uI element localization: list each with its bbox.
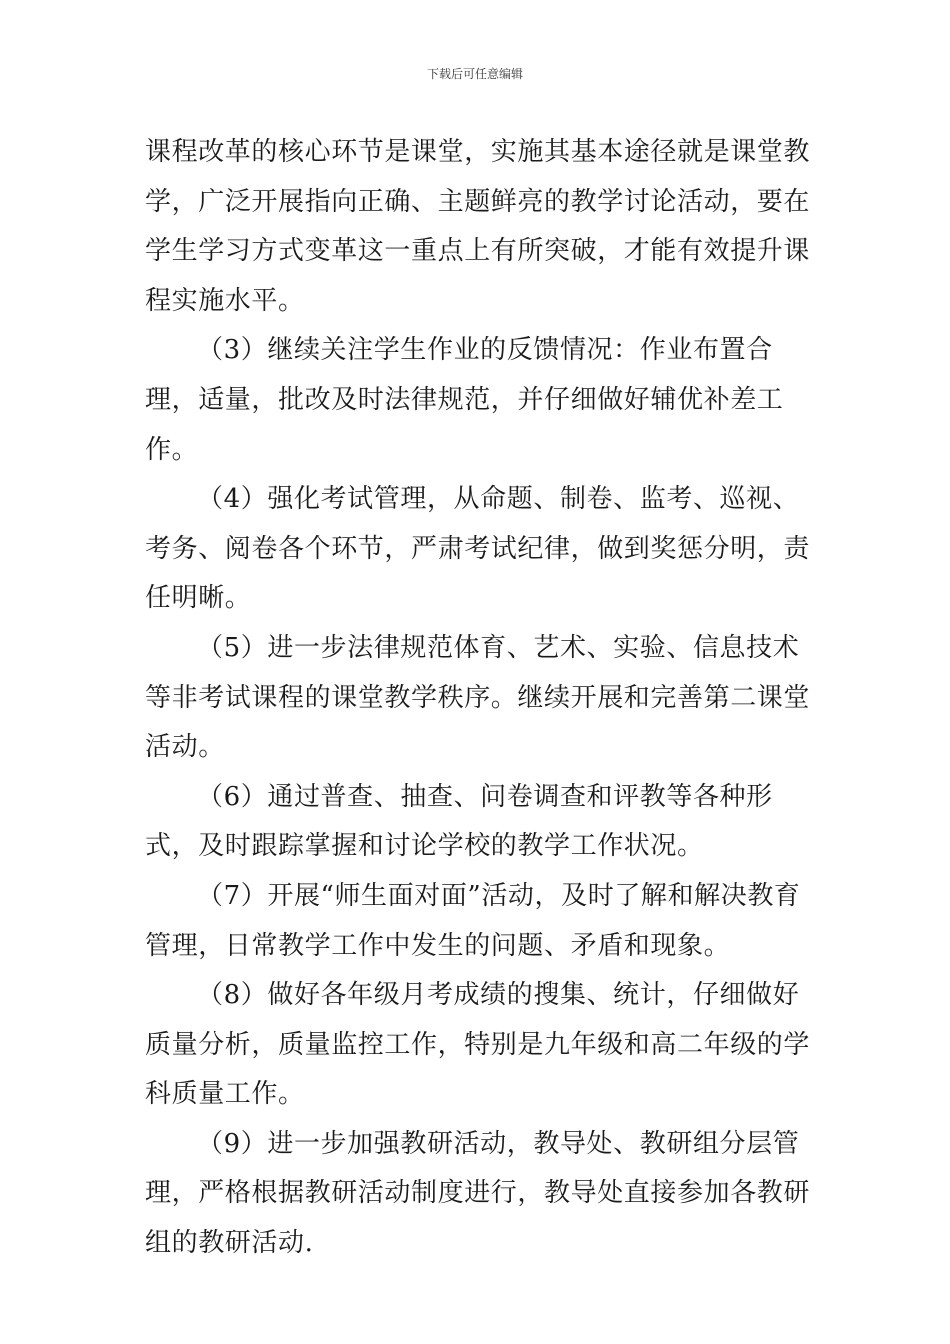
page-header: 下载后可任意编辑	[426, 67, 523, 81]
paragraph-1: 课程改革的核心环节是课堂，实施其基本途径就是课堂教学，广泛开展指向正确、主题鲜亮的教学讨论活动，要在学生学习方式变革这一重点上有所突破，才能有效提升课程实施水平。	[145, 137, 811, 316]
paragraph-8: （9）进一步加强教研活动，教导处、教研组分层管理，严格根据教研活动制度进行，教导处直接参加各教研组的教研活动.	[145, 1128, 811, 1259]
paragraph-2: （3）继续关注学生作业的反馈情况：作业布置合理，适量，批改及时法律规范，并仔细做好辅优补差工作。	[145, 335, 784, 465]
paragraph-5: （6）通过普查、抽查、问卷调查和评教等各种形式，及时跟踪掌握和讨论学校的教学工作状况。	[145, 781, 773, 862]
paragraph-6: （7）开展“师生面对面”活动，及时了解和解决教育管理，日常教学工作中发生的问题、矛盾和现象。	[145, 880, 801, 961]
paragraph-7: （8）做好各年级月考成绩的搜集、统计，仔细做好质量分析，质量监控工作，特别是九年级和高二年级的学科质量工作。	[145, 980, 811, 1110]
paragraph-4: （5）进一步法律规范体育、艺术、实验、信息技术等非考试课程的课堂教学秩序。继续开展和完善第二课堂活动。	[145, 632, 811, 763]
document-body	[145, 128, 810, 1269]
paragraph-3: （4）强化考试管理，从命题、制卷、监考、巡视、考务、阅卷各个环节，严肃考试纪律，做到奖惩分明，责任明晰。	[145, 484, 811, 614]
